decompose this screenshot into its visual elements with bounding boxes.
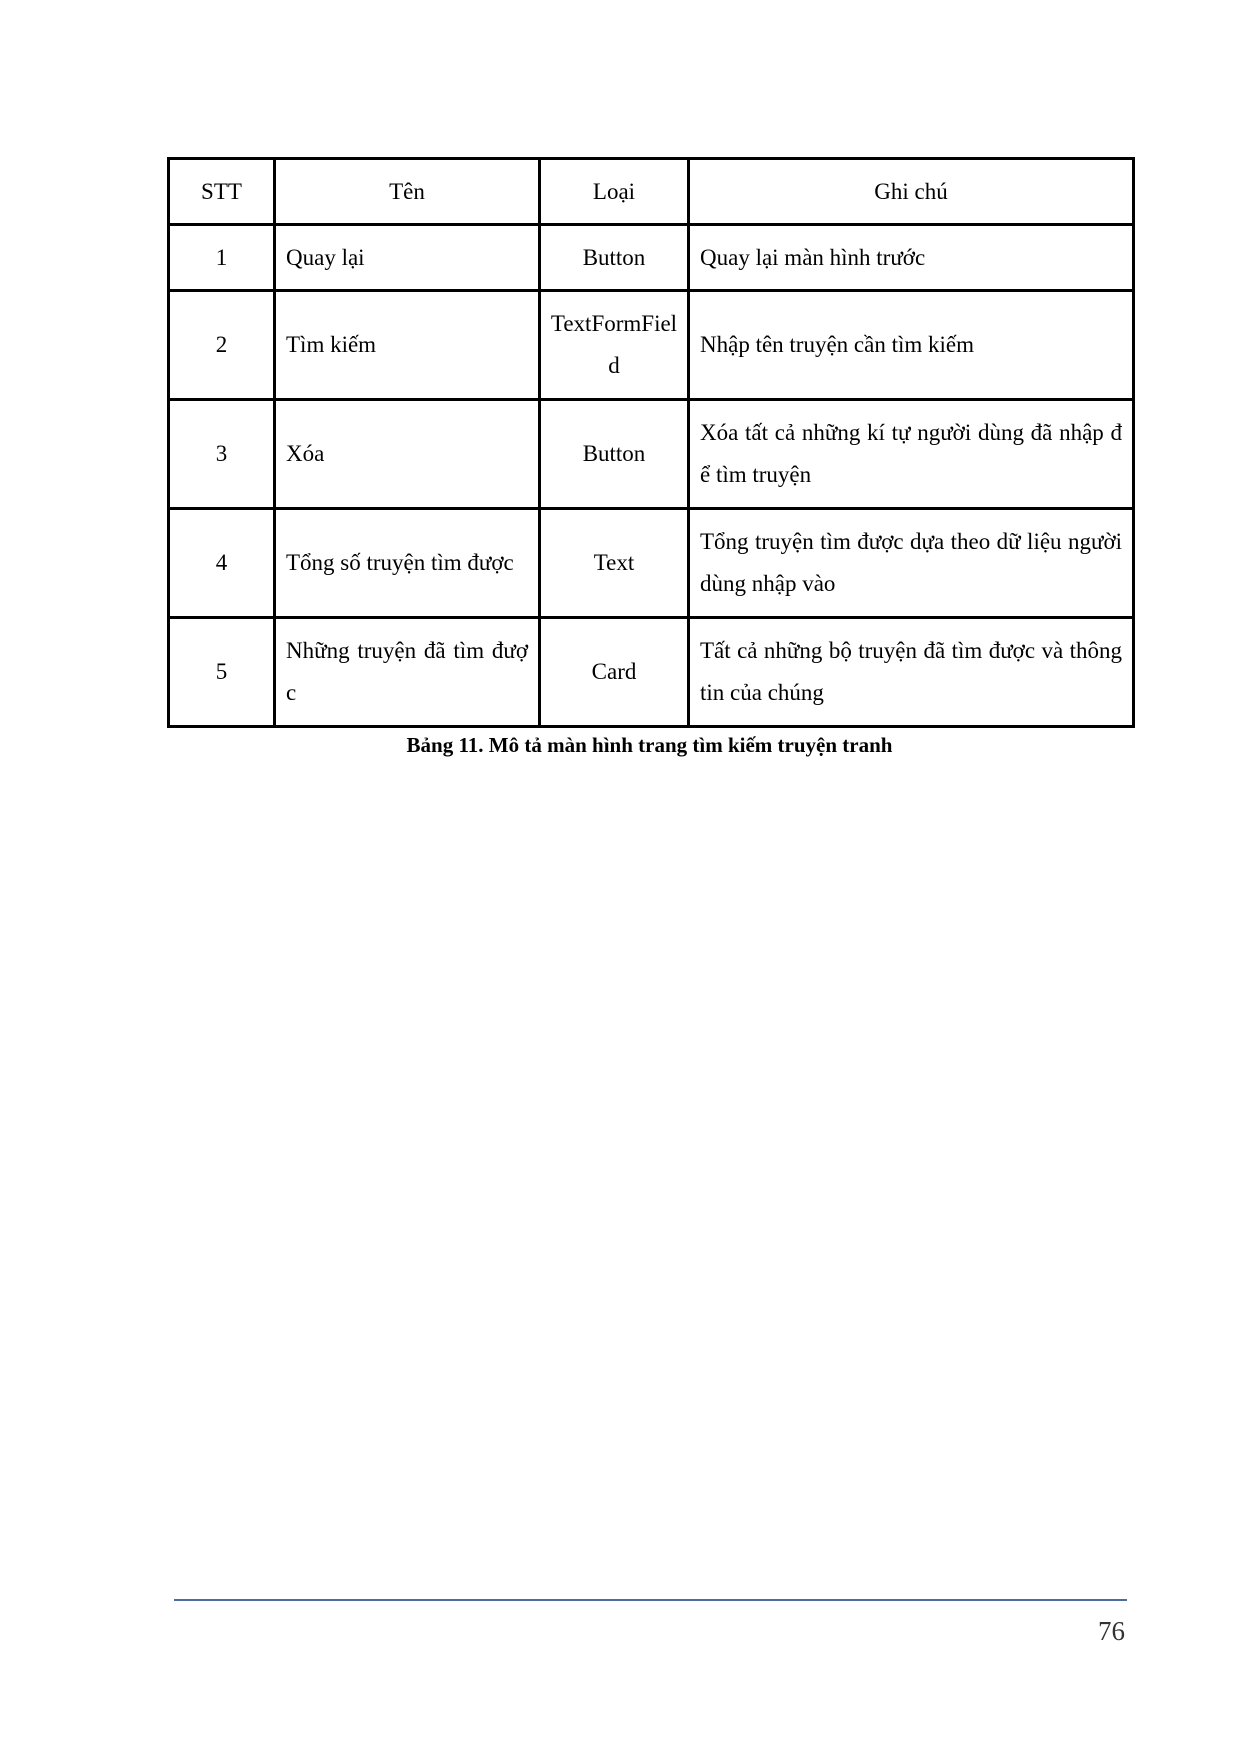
cell-loai: Button	[540, 225, 689, 291]
cell-ten: Tổng số truyện tìm được	[275, 509, 540, 618]
header-ten: Tên	[275, 159, 540, 225]
cell-stt: 3	[169, 400, 275, 509]
screen-description-table	[167, 157, 1135, 728]
cell-stt: 4	[169, 509, 275, 618]
cell-ten: Tìm kiếm	[275, 291, 540, 400]
page-number: 76	[1098, 1616, 1125, 1646]
cell-loai: Card	[540, 618, 689, 727]
cell-ten: Xóa	[275, 400, 540, 509]
footer-divider	[174, 1599, 1127, 1601]
cell-ghi-chu: Quay lại màn hình trước	[689, 225, 1134, 291]
cell-stt: 2	[169, 291, 275, 400]
table-row	[169, 400, 1134, 509]
table-row	[169, 618, 1134, 727]
cell-loai: TextFormField	[540, 291, 689, 400]
header-loai: Loại	[540, 159, 689, 225]
table-row	[169, 291, 1134, 400]
table-caption	[167, 730, 1132, 760]
caption-label: Bảng 11.	[406, 733, 484, 757]
cell-ghi-chu: Nhập tên truyện cần tìm kiếm	[689, 291, 1134, 400]
table-row	[169, 225, 1134, 291]
cell-ghi-chu: Tất cả những bộ truyện đã tìm được và thông tin của chúng	[689, 618, 1134, 727]
cell-loai: Text	[540, 509, 689, 618]
table-header-row	[169, 159, 1134, 225]
cell-stt: 5	[169, 618, 275, 727]
header-stt: STT	[169, 159, 275, 225]
cell-loai: Button	[540, 400, 689, 509]
cell-ghi-chu: Tổng truyện tìm được dựa theo dữ liệu người dùng nhập vào	[689, 509, 1134, 618]
header-ghi-chu: Ghi chú	[689, 159, 1134, 225]
caption-text: Mô tả màn hình trang tìm kiếm truyện tranh	[488, 733, 893, 757]
cell-stt: 1	[169, 225, 275, 291]
cell-ghi-chu: Xóa tất cả những kí tự người dùng đã nhập để tìm truyện	[689, 400, 1134, 509]
cell-ten: Quay lại	[275, 225, 540, 291]
table-row	[169, 509, 1134, 618]
cell-ten: Những truyện đã tìm được	[275, 618, 540, 727]
